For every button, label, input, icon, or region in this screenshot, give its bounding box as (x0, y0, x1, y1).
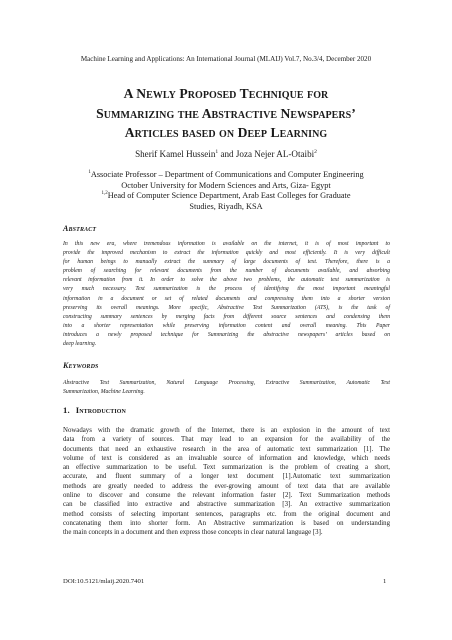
affiliation-line: Studies, Riyadh, KSA (189, 201, 263, 211)
abstract-line: relevant information from it. In order to solve the above two problems, the automatic text summarization is (63, 277, 390, 284)
title-line: Summarizing the Abstractive Newspapers’ (96, 105, 356, 121)
abstract-line: very much necessary. Text summarization is the process of identifying the most important meaningful (63, 286, 390, 293)
affiliations (60, 170, 392, 212)
affiliation-marker: 1 (88, 170, 91, 176)
body-line: documents that need an exhaustive research in the area of automatic text summarization [1]. The (63, 445, 390, 453)
author-affiliation-marker: 1 (215, 148, 219, 155)
body-line: accurate, and fluent summary of a longer text document [1].Automatic text summarization (63, 473, 390, 481)
abstract-line: into a shorter representation while preserving information content and overall meaning. This Paper (63, 322, 390, 329)
section-title: Introduction (75, 405, 126, 415)
body-line: method consists of selecting important sentences, paragraphs etc. from the original document and (63, 510, 390, 518)
abstract-line: for human beings to manually extract the summary of large documents of text. Therefore, there is a (63, 259, 390, 266)
author-name: Sherif Kamel Hussein (135, 149, 216, 159)
introduction-text (63, 426, 390, 538)
title-line: A Newly Proposed Technique for (123, 86, 329, 101)
body-line: an effective summarization to be useful. Text summarization is the problem of creating a short, (63, 464, 390, 472)
affiliation-text: Associate Professor – Department of Communications and Computer Engineering (90, 170, 364, 179)
author-affiliation-marker: 2 (314, 148, 317, 155)
paper-title (40, 84, 412, 143)
abstract-line: In this new era, where tremendous information is available on the internet, it is of most important to (63, 241, 390, 247)
abstract-line: problem of searching for relevant documents from the number of documents available, and absorbing (63, 268, 390, 275)
author-name: Joza Nejer AL-Otaibi (235, 149, 315, 159)
abstract-heading: Abstract (63, 224, 97, 233)
author-list (0, 148, 452, 160)
abstract-line: information in a document or set of related documents and compressing them into a shorter version (63, 295, 390, 302)
body-line: data from a variety of sources. That may lead to an expansion for the availability of the (63, 436, 390, 444)
abstract-text (63, 240, 390, 349)
abstract-line: constructing summary sentences by merging facts from different source sentences and condensing them (63, 313, 390, 320)
body-line: the main concepts in a document and then express those concepts in clear natural language [3]. (63, 529, 323, 537)
body-line: can be classified into extractive and abstractive summarization [3]. An extractive summarization (63, 501, 390, 509)
footer-doi: DOI:10.5121/mlaij.2020.7401 (63, 578, 145, 585)
body-line: methods are greatly needed to address the ever-growing amount of text data that are available (63, 482, 390, 490)
body-line: online to discover and consume the relevant information faster [2]. Text Summarization methods (63, 492, 390, 500)
keywords-line: Abstractive Text Summarization, Natural Language Processing, Extractive Summarization, Automatic Text (63, 380, 390, 386)
abstract-line: preserving its overall meanings. More specific, Abstractive Text Summarization (ATS), is the task of (63, 304, 390, 311)
keywords-line: Summarization, Machine Learning. (63, 389, 145, 396)
affiliation-text: Head of Computer Science Department, Arab East Colleges for Graduate (107, 191, 351, 201)
keywords-heading: Keywords (63, 361, 99, 370)
abstract-line: deep learning. (63, 341, 97, 348)
abstract-line: introduces a newly proposed technique for Summarizing the abstractive newspapers’ articles based on (63, 331, 390, 338)
keywords-text (63, 379, 390, 397)
affiliation-line (60, 191, 392, 202)
affiliation-marker: 1,2 (101, 191, 108, 197)
body-line: volume of text is considered as an invaluable source of information and knowledge, which needs (63, 454, 390, 462)
body-line: concatenating them into shorter form. An Abstractive summarization is based on understanding (63, 519, 390, 527)
introduction-heading (63, 405, 126, 415)
author-conjunction: and (218, 149, 236, 159)
title-line: Articles based on Deep Learning (124, 125, 328, 140)
page-number: 1 (383, 578, 387, 585)
affiliation-line (60, 170, 392, 181)
abstract-line: provide the improved mechanism to extract the information quickly and most efficiently. It is very difficult (63, 250, 390, 257)
section-number: 1. (63, 405, 70, 415)
affiliation-line: October University for Modern Sciences and Arts, Giza- Egypt (121, 180, 331, 190)
journal-header: Machine Learning and Applications: An International Journal (MLAIJ) Vol.7, No.3/4, December 2020 (80, 55, 372, 63)
body-line: Nowadays with the dramatic growth of the Internet, there is an explosion in the amount of text (63, 427, 390, 434)
